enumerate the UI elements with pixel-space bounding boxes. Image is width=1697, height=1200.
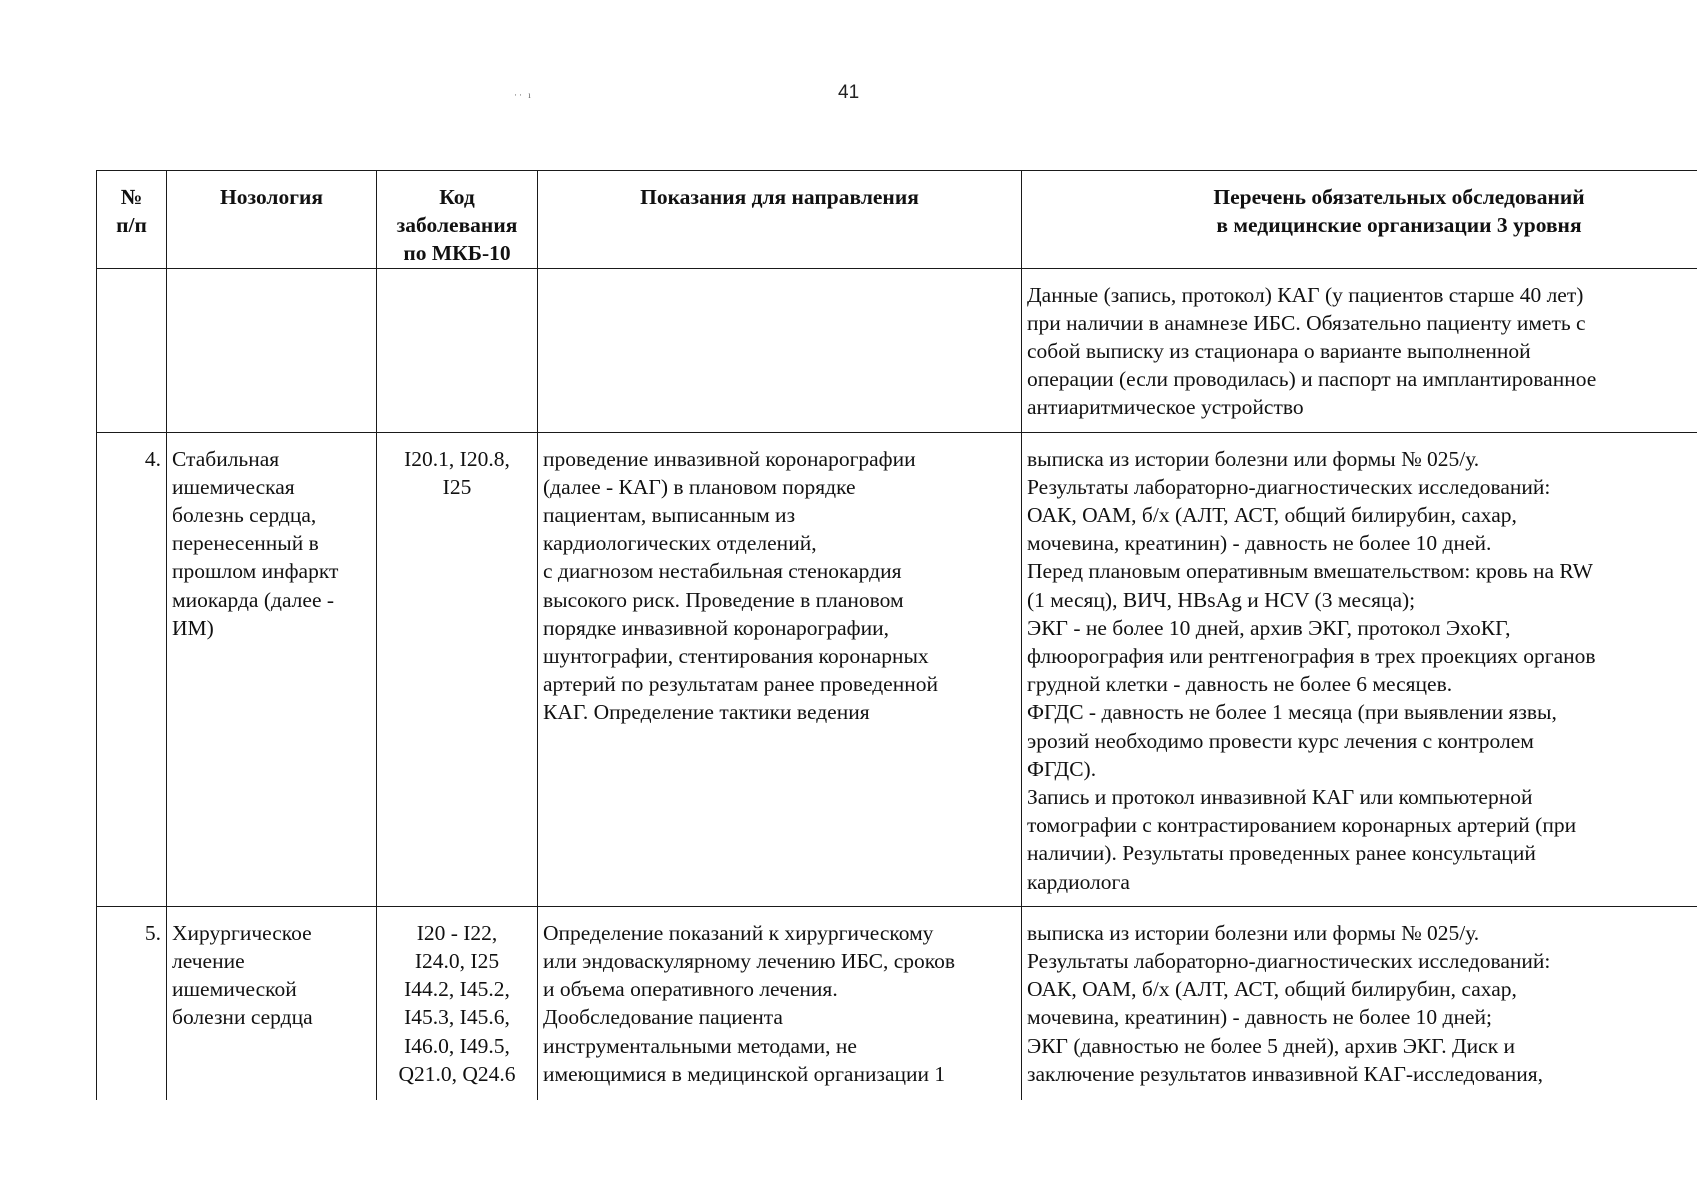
- nosology-line: перенесенный в: [172, 531, 319, 556]
- indications-line: высокого риск. Проведение в плановом: [543, 587, 904, 612]
- exams-line: наличии). Результаты проведенных ранее консультаций: [1027, 841, 1536, 866]
- indications-line: шунтографии, стентирования коронарных: [543, 644, 929, 669]
- indications-line: или эндоваскулярному лечению ИБС, сроков: [543, 949, 956, 974]
- code-line: I20.1, I20.8,: [404, 446, 510, 471]
- nosology-line: миокарда (далее -: [172, 587, 335, 612]
- indications-line: проведение инвазивной коронарографии: [543, 446, 916, 471]
- nosology-line: Стабильная: [172, 446, 280, 471]
- indications-line: порядке инвазивной коронарографии,: [543, 615, 889, 640]
- exams-line: Данные (запись, протокол) КАГ (у пациентов старше 40 лет): [1027, 282, 1584, 307]
- header-indications-text: Показания для направления: [640, 185, 919, 209]
- exams-line: Запись и протокол инвазивной КАГ или компьютерной: [1027, 785, 1533, 810]
- header-exams: [1022, 171, 1697, 269]
- indications-line: и объема оперативного лечения.: [543, 977, 838, 1002]
- indications-line: кардиологических отделений,: [543, 531, 817, 556]
- indications-line: Определение показаний к хирургическому: [543, 920, 934, 945]
- exams-line: выписка из истории болезни или формы № 025/у.: [1027, 920, 1480, 945]
- cell-no: 5.: [97, 906, 167, 1100]
- exams-line: Результаты лабораторно-диагностических исследований:: [1027, 474, 1551, 499]
- cell-exams: [1022, 906, 1697, 1100]
- exams-line: собой выписку из стационара о варианте выполненной: [1027, 339, 1531, 364]
- exams-line: ЭКГ - не более 10 дней, архив ЭКГ, протокол ЭхоКГ,: [1027, 615, 1511, 640]
- header-code-line: Код: [439, 185, 475, 209]
- indications-line: имеющимися в медицинской организации 1: [543, 1061, 946, 1086]
- cell-indications: [538, 432, 1022, 906]
- code-line: I45.3, I45.6,: [404, 1005, 510, 1030]
- indications-line: инструментальными методами, не: [543, 1033, 857, 1058]
- exams-line: мочевина, креатинин) - давность не более 10 дней;: [1027, 1005, 1492, 1030]
- exams-line: (1 месяц), ВИЧ, HBsAg и HCV (3 месяца);: [1027, 587, 1416, 612]
- exams-line: флюорография или рентгенография в трех проекциях органов: [1027, 644, 1596, 669]
- header-code: [377, 171, 538, 269]
- cell-exams: [1022, 432, 1697, 906]
- nosology-line: лечение: [172, 949, 245, 974]
- header-no-line: п/п: [116, 213, 147, 238]
- code-line: Q21.0, Q24.6: [398, 1061, 516, 1086]
- table-header-row: [97, 171, 1697, 269]
- cell-nosology: [167, 432, 377, 906]
- indications-line: (далее - КАГ) в плановом порядке: [543, 474, 856, 499]
- cell-indications: [538, 906, 1022, 1100]
- header-exams-line: в медицинские организации 3 уровня: [1216, 213, 1582, 238]
- nosology-line: болезни сердца: [172, 1005, 313, 1030]
- exams-line: Результаты лабораторно-диагностических исследований:: [1027, 949, 1551, 974]
- exams-line: заключение результатов инвазивной КАГ-исследования,: [1027, 1061, 1544, 1086]
- exams-line: ФГДС - давность не более 1 месяца (при выявлении язвы,: [1027, 700, 1557, 725]
- exams-line: при наличии в анамнезе ИБС. Обязательно пациенту иметь с: [1027, 310, 1586, 335]
- nosology-line: ишемической: [172, 977, 297, 1002]
- indications-line: Дообследование пациента: [543, 1005, 783, 1030]
- cell-indications: [538, 268, 1022, 432]
- code-line: I44.2, I45.2,: [404, 977, 510, 1002]
- cell-code: [377, 268, 538, 432]
- table-row: [97, 268, 1697, 432]
- table-row: [97, 906, 1697, 1100]
- exams-line: грудной клетки - давность не более 6 месяцев.: [1027, 672, 1453, 697]
- header-code-line: по МКБ-10: [403, 241, 511, 266]
- exams-line: операции (если проводилась) и паспорт на имплантированное: [1027, 367, 1597, 392]
- cell-nosology: [167, 906, 377, 1100]
- code-line: I25: [442, 474, 472, 499]
- page-number: 41: [838, 82, 860, 103]
- cell-code: [377, 906, 538, 1100]
- exams-line: ЭКГ (давностью не более 5 дней), архив ЭКГ. Диск и: [1027, 1033, 1516, 1058]
- header-no-line: №: [120, 185, 143, 209]
- indications-line: пациентам, выписанным из: [543, 503, 796, 528]
- table-row: [97, 432, 1697, 906]
- exams-line: кардиолога: [1027, 869, 1130, 894]
- exams-line: Перед плановым оперативным вмешательством: кровь на RW: [1027, 559, 1593, 584]
- referral-table-container: [96, 170, 1697, 1100]
- scan-artifact: ·· ı: [514, 90, 533, 100]
- exams-line: ФГДС).: [1027, 756, 1097, 781]
- exams-line: антиаритмическое устройство: [1027, 395, 1304, 420]
- header-no: [97, 171, 167, 269]
- code-line: I46.0, I49.5,: [404, 1033, 510, 1058]
- header-nosology-text: Нозология: [219, 185, 324, 209]
- exams-line: эрозий необходимо провести курс лечения с контролем: [1027, 728, 1534, 753]
- code-line: I24.0, I25: [414, 949, 500, 974]
- referral-table: [96, 170, 1697, 1100]
- exams-line: томографии с контрастированием коронарных артерий (при: [1027, 813, 1577, 838]
- exams-line: ОАК, ОАМ, б/х (АЛТ, АСТ, общий билирубин, сахар,: [1027, 503, 1517, 528]
- exams-line: выписка из истории болезни или формы № 025/у.: [1027, 446, 1480, 471]
- nosology-line: болезнь сердца,: [172, 503, 317, 528]
- exams-line: мочевина, креатинин) - давность не более 10 дней.: [1027, 531, 1492, 556]
- cell-code: [377, 432, 538, 906]
- cell-exams: [1022, 268, 1697, 432]
- cell-no: 4.: [97, 432, 167, 906]
- header-nosology: [167, 171, 377, 269]
- code-line: I20 - I22,: [416, 920, 498, 945]
- nosology-line: прошлом инфаркт: [172, 559, 339, 584]
- nosology-line: ИМ): [172, 615, 214, 640]
- cell-nosology: [167, 268, 377, 432]
- indications-line: с диагнозом нестабильная стенокардия: [543, 559, 902, 584]
- header-exams-line: Перечень обязательных обследований: [1213, 185, 1585, 209]
- header-indications: [538, 171, 1022, 269]
- indications-line: КАГ. Определение тактики ведения: [543, 700, 870, 725]
- cell-no: [97, 268, 167, 432]
- nosology-line: ишемическая: [172, 474, 295, 499]
- indications-line: артерий по результатам ранее проведенной: [543, 672, 938, 697]
- exams-line: ОАК, ОАМ, б/х (АЛТ, АСТ, общий билирубин, сахар,: [1027, 977, 1517, 1002]
- header-code-line: заболевания: [396, 213, 518, 238]
- nosology-line: Хирургическое: [172, 920, 312, 945]
